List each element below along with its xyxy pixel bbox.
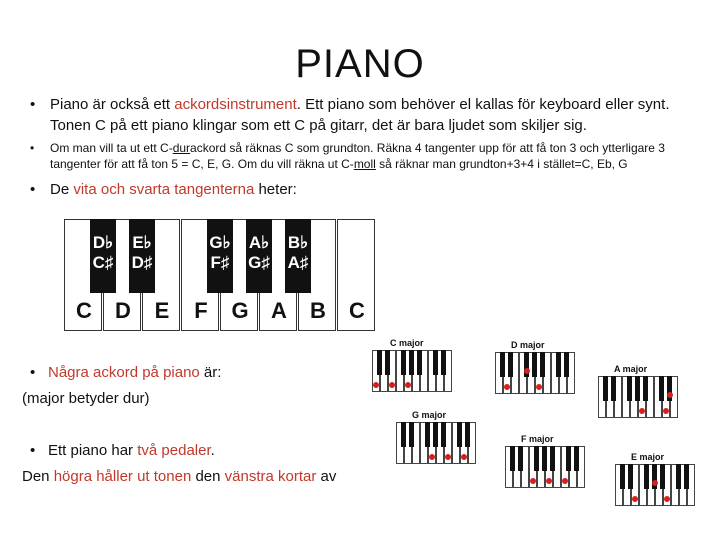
text-span: heter: (254, 181, 297, 198)
sharp-name: G♯ (248, 253, 270, 272)
chord-diagram-e-major (615, 452, 687, 512)
bullet-text (50, 94, 712, 136)
bullet-subline (22, 464, 336, 490)
highlight-text: Några ackord på piano (48, 364, 200, 381)
mini-black-key (659, 376, 664, 401)
mini-black-key (377, 350, 382, 375)
bullet-text (50, 140, 712, 172)
bullet-ackord (22, 360, 221, 412)
mini-black-key (684, 464, 689, 489)
mini-black-key (550, 446, 555, 471)
text-span: . Ett piano som behöver el kallas för keyboard eller synt. Tonen C på ett piano klingar som ett C på gitarr, det är bara ljudet som skiljer sig. (50, 96, 670, 134)
mini-black-key (532, 352, 537, 377)
chord-note-dot (445, 454, 451, 460)
text-span: är: (199, 364, 222, 381)
black-key-label (242, 233, 276, 273)
underlined-text: dur (172, 141, 191, 155)
highlight-text: vänstra kortar (224, 468, 317, 485)
mini-black-key (635, 376, 640, 401)
mini-black-key (433, 350, 438, 375)
black-key-label (125, 233, 159, 273)
key-label: A (271, 298, 287, 323)
flat-name: D♭ (92, 233, 114, 252)
chord-note-dot (530, 478, 536, 484)
text-span: Ett piano har (48, 442, 138, 459)
chord-label: F major (521, 434, 554, 444)
mini-black-key (542, 446, 547, 471)
mini-black-key (441, 422, 446, 447)
mini-black-key (620, 464, 625, 489)
bullet-subline: (major betyder dur) (22, 390, 150, 407)
chord-note-dot (461, 454, 467, 460)
chord-label: E major (631, 452, 665, 462)
mini-black-key (508, 352, 513, 377)
highlight-text: två pedaler (137, 442, 211, 459)
key-label: G (231, 298, 249, 323)
chord-note-dot (389, 382, 395, 388)
highlight-text: vita och svarta tangenterna (73, 181, 255, 198)
white-key (337, 219, 375, 331)
flat-name: B♭ (287, 233, 309, 252)
text-span: ackord så räknas C som grundton. Räkna 4 tangenter upp för att få ton 3 och ytterligare 3 tangenter för att få ton 5 = C, E, G. Om du vill räkna ut C- (50, 141, 665, 171)
chord-note-dot (632, 496, 638, 502)
mini-black-key (510, 446, 515, 471)
bullet-pedaler (22, 438, 336, 490)
chord-diagram-a-major (598, 364, 670, 424)
chord-note-dot (562, 478, 568, 484)
mini-black-key (409, 422, 414, 447)
mini-black-key (660, 464, 665, 489)
chord-note-dot (524, 368, 530, 374)
mini-black-key (574, 446, 579, 471)
bullet-dot: • (30, 442, 36, 459)
chord-label: G major (412, 410, 447, 420)
key-label: C (349, 298, 365, 323)
highlight-text: ackordsinstrument (174, 96, 297, 113)
black-key-label (203, 233, 237, 273)
chord-note-dot (504, 384, 510, 390)
chord-label: A major (614, 364, 648, 374)
chord-note-dot (652, 480, 658, 486)
key-label: B (310, 298, 326, 323)
chord-diagram-g-major (396, 410, 468, 470)
bullet-dot: • (30, 96, 36, 113)
mini-black-key (401, 422, 406, 447)
key-label: F (194, 298, 208, 323)
highlight-text: högra håller ut tonen (53, 468, 192, 485)
mini-black-key (603, 376, 608, 401)
mini-black-key (518, 446, 523, 471)
mini-black-key (556, 352, 561, 377)
mini-black-key (425, 422, 430, 447)
mini-black-key (465, 422, 470, 447)
mini-black-key (627, 376, 632, 401)
page-title: PIANO (295, 42, 425, 86)
chord-note-dot (536, 384, 542, 390)
chord-note-dot (405, 382, 411, 388)
flat-name: A♭ (248, 233, 270, 252)
underlined-text: moll (353, 157, 376, 171)
text-span: så räknar man grundton+3+4 i stället=C, Eb, G (375, 157, 628, 171)
chord-note-dot (663, 408, 669, 414)
text-span: av (316, 468, 337, 485)
text-span: . (210, 442, 215, 459)
chord-note-dot (664, 496, 670, 502)
text-span: Den (22, 468, 54, 485)
mini-black-key (401, 350, 406, 375)
mini-black-key (409, 350, 414, 375)
bullet-line (22, 438, 336, 464)
sharp-name: D♯ (131, 253, 153, 272)
chord-note-dot (639, 408, 645, 414)
chord-diagram-f-major (505, 434, 577, 494)
text-span: den (191, 468, 225, 485)
mini-black-key (417, 350, 422, 375)
mini-black-key (385, 350, 390, 375)
flat-name: G♭ (209, 233, 231, 252)
piano-keyboard-diagram (64, 219, 378, 332)
mini-black-key (441, 350, 446, 375)
sharp-name: C♯ (92, 253, 114, 272)
mini-black-key (564, 352, 569, 377)
mini-black-key (611, 376, 616, 401)
black-key-label (281, 233, 315, 273)
text-span: Om man vill ta ut ett C- (50, 141, 173, 155)
key-label: D (115, 298, 131, 323)
bullet-line (22, 360, 221, 386)
mini-black-key (433, 422, 438, 447)
chord-label: C major (390, 338, 424, 348)
mini-black-key (540, 352, 545, 377)
chord-diagram-d-major (495, 340, 567, 400)
mini-black-key (566, 446, 571, 471)
bullet-dot: • (30, 141, 35, 155)
bullet-dot: • (30, 181, 36, 198)
bullet-dot: • (30, 364, 36, 381)
chord-note-dot (546, 478, 552, 484)
text-span: Piano är också ett (50, 96, 175, 113)
mini-black-key (628, 464, 633, 489)
mini-black-key (676, 464, 681, 489)
chord-note-dot (429, 454, 435, 460)
bullet-text (50, 179, 712, 200)
text-span: De (50, 181, 74, 198)
mini-black-key (500, 352, 505, 377)
mini-black-key (643, 376, 648, 401)
chord-note-dot (373, 382, 379, 388)
mini-black-key (534, 446, 539, 471)
sharp-name: F♯ (210, 253, 230, 272)
key-label: E (154, 298, 170, 323)
key-label: C (76, 298, 92, 323)
flat-name: E♭ (132, 233, 152, 252)
black-key-label (86, 233, 120, 273)
mini-black-key (644, 464, 649, 489)
mini-black-key (457, 422, 462, 447)
chord-label: D major (511, 340, 545, 350)
chord-note-dot (667, 392, 673, 398)
sharp-name: A♯ (287, 253, 309, 272)
chord-diagram-c-major (372, 338, 444, 398)
